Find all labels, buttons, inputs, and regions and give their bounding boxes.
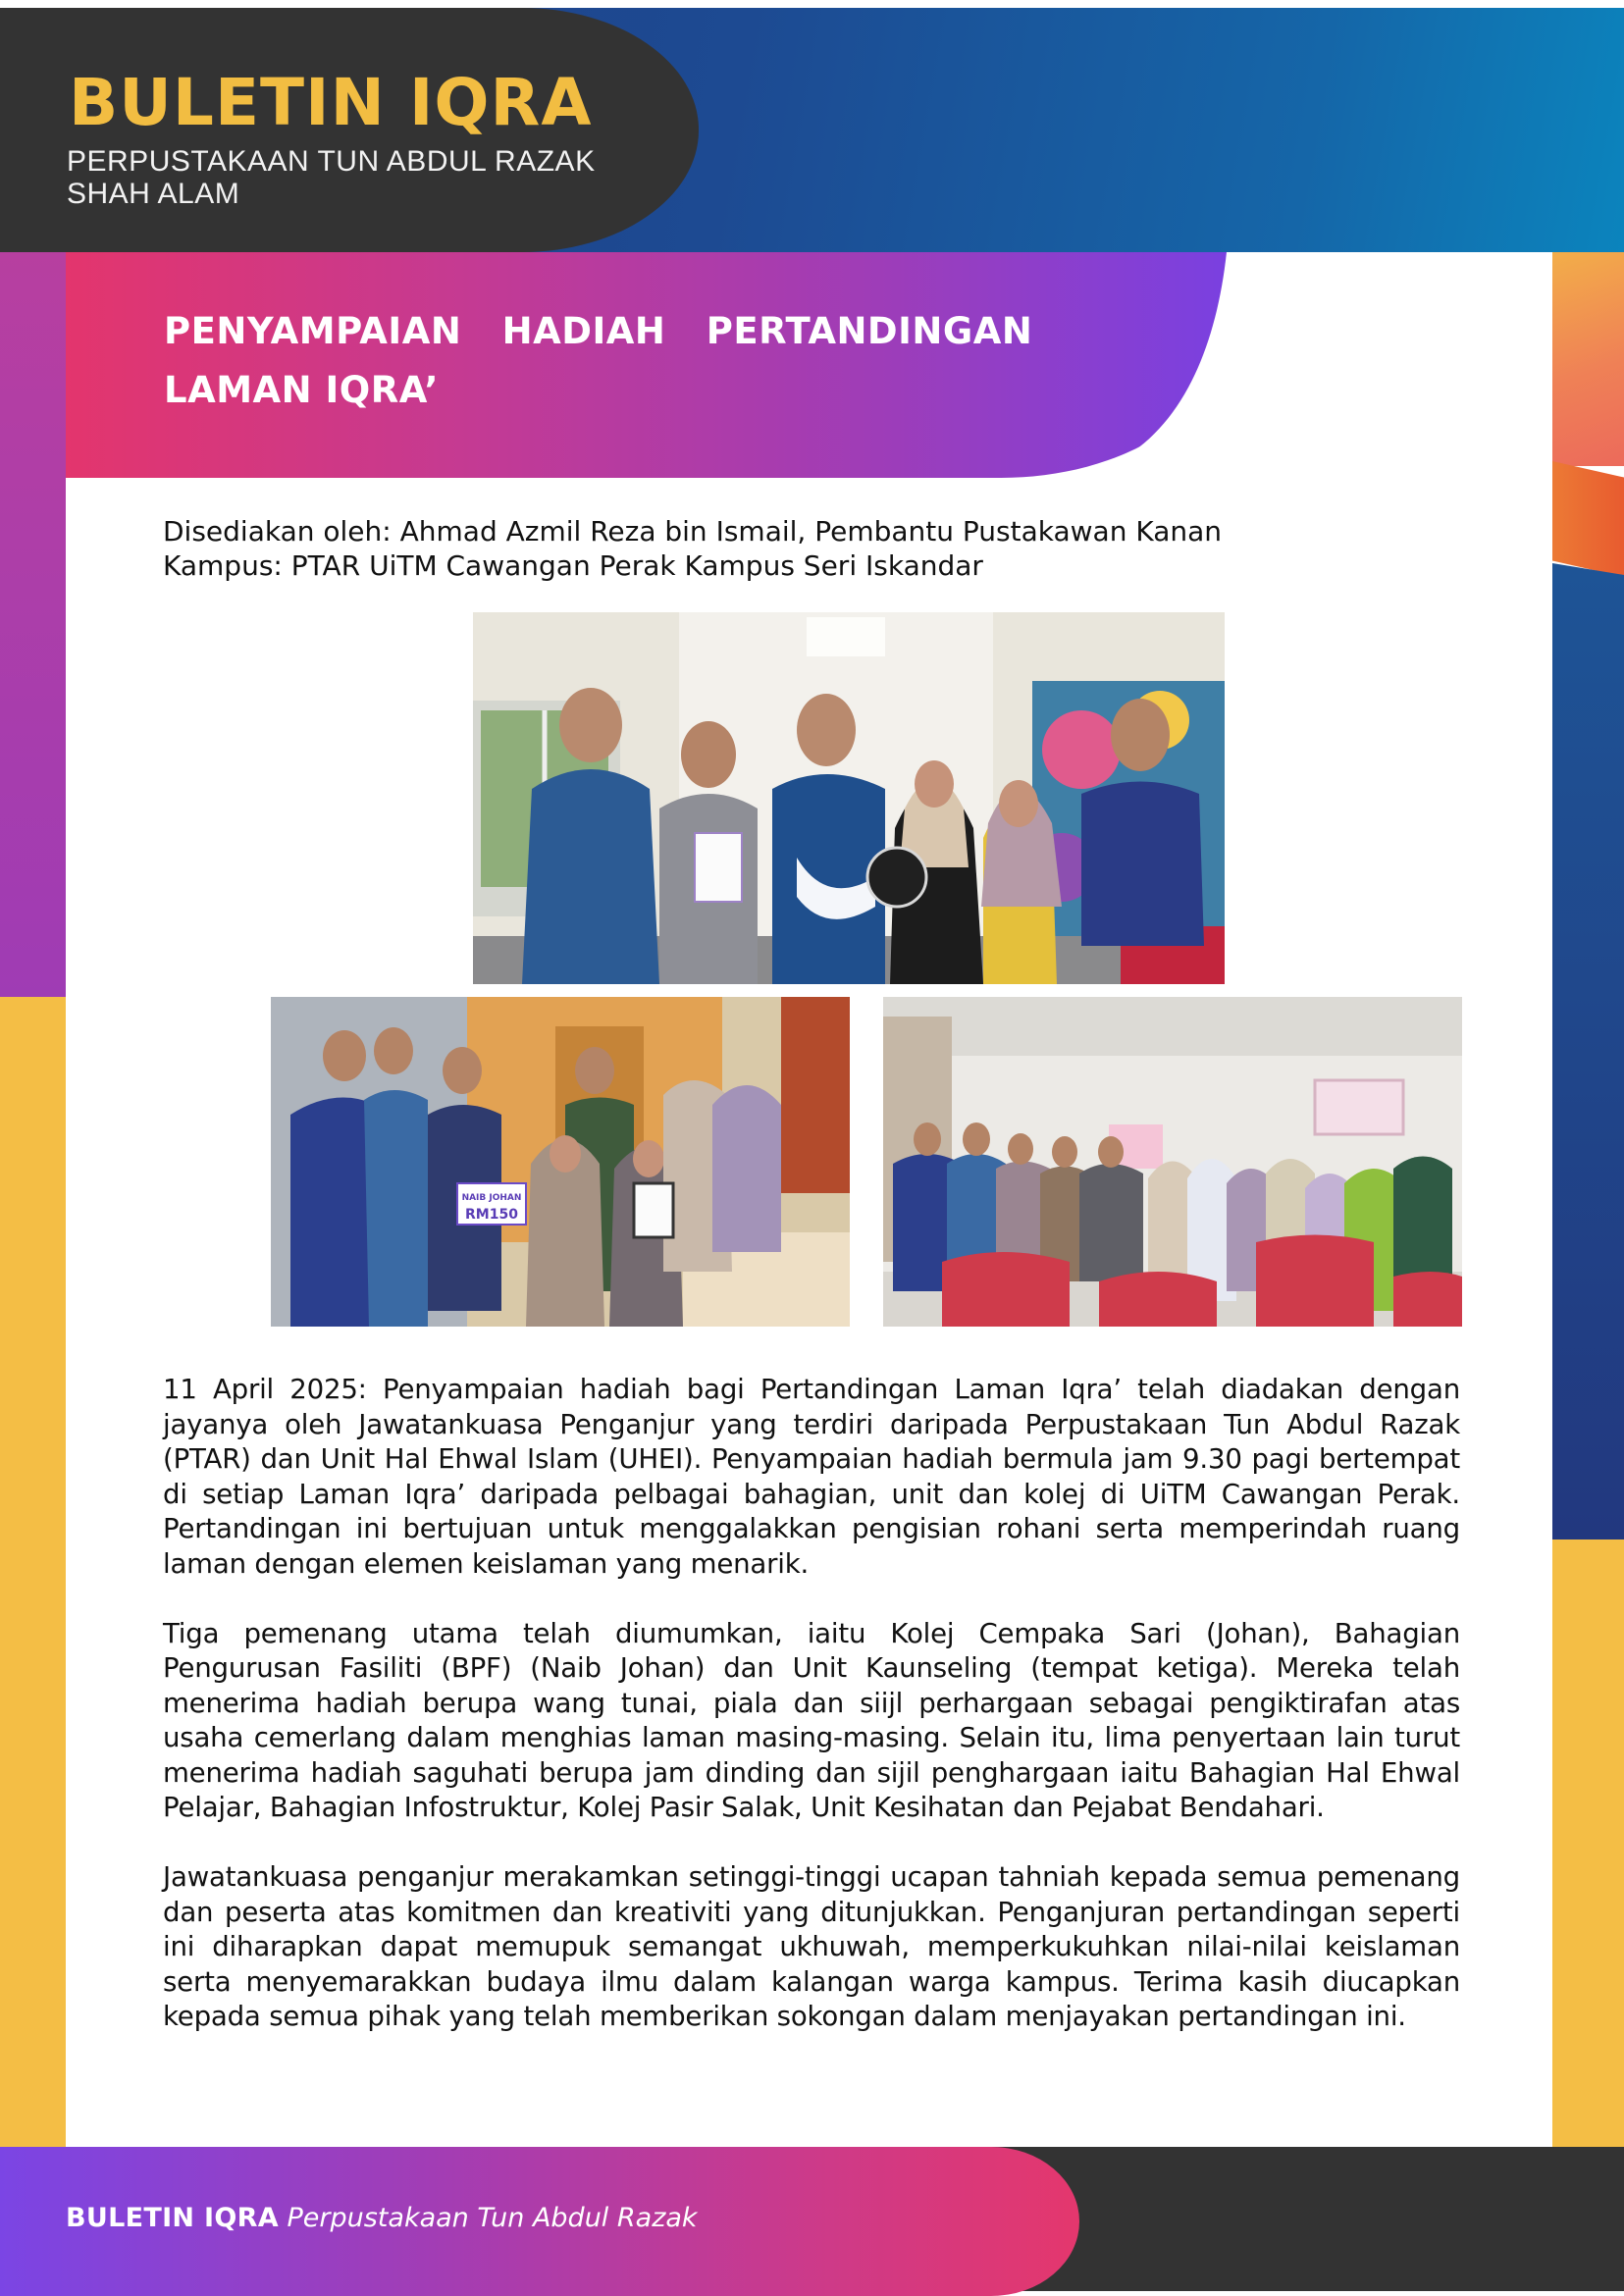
photo-3-illustration bbox=[883, 997, 1462, 1327]
article-paragraph: Jawatankuasa penganjur merakamkan setinggi-tinggi ucapan tahniah kepada semua pemenang dan peserta atas komitmen dan kreativiti yang ditunjukkan. Penganjuran pertandingan seperti ini diharapkan dapat memupuk semangat ukhuwah, memperkukuhkan nilai-nilai keislaman serta menyemarakkan budaya ilmu dalam kalangan warga kampus. Terima kasih diucapkan kepada semua pihak yang telah memberikan sokongan dalam menjayakan pertandingan ini. bbox=[163, 1860, 1460, 2032]
article-title-line1: PENYAMPAIAN HADIAH PERTANDINGAN bbox=[164, 310, 1033, 352]
byline-author: Disediakan oleh: Ahmad Azmil Reza bin Ismail, Pembantu Pustakawan Kanan bbox=[163, 515, 1223, 548]
prize-sign-amount: RM150 bbox=[465, 1207, 518, 1223]
prize-sign-title: NAIB JOHAN bbox=[461, 1193, 522, 1203]
footer-brand: BULETIN IQRA bbox=[66, 2203, 279, 2233]
photo-large-group bbox=[883, 997, 1462, 1327]
brand-subtitle-line1: PERPUSTAKAAN TUN ABDUL RAZAK bbox=[67, 145, 596, 178]
right-decor-strip-blue bbox=[1552, 563, 1624, 1539]
left-decor-strip-purple bbox=[0, 252, 66, 997]
brand-subtitle-line2: SHAH ALAM bbox=[67, 178, 240, 210]
article-body bbox=[163, 1372, 1460, 2068]
footer-org: Perpustakaan Tun Abdul Razak bbox=[287, 2203, 698, 2233]
byline-campus: Kampus: PTAR UiTM Cawangan Perak Kampus Seri Iskandar bbox=[163, 549, 983, 582]
left-decor-strip-yellow bbox=[0, 997, 66, 2147]
article-title-line2: LAMAN IQRA’ bbox=[164, 369, 440, 411]
article-paragraph: Tiga pemenang utama telah diumumkan, iaitu Kolej Cempaka Sari (Johan), Bahagian Pengurusan Fasiliti (BPF) (Naib Johan) dan Unit Kaunseling (tempat ketiga). Mereka telah menerima hadiah berupa wang tunai, piala dan siijl perhargaan sebagai pengiktirafan atas usaha cemerlang dalam menghias laman masing-masing. Selain itu, lima penyertaan lain turut menerima hadiah saguhati berupa jam dinding dan sijil penghargaan iaitu Bahagian Hal Ehwal Pelajar, Bahagian Infostruktur, Kolej Pasir Salak, Unit Kesihatan dan Pejabat Bendahari. bbox=[163, 1616, 1460, 1823]
photo-certificate-presentation bbox=[473, 612, 1225, 984]
photo-naib-johan-group bbox=[271, 997, 850, 1327]
photo-1-illustration bbox=[473, 612, 1225, 984]
footer-credit bbox=[66, 2205, 698, 2231]
article-title-banner bbox=[66, 252, 1227, 478]
photo-2-illustration bbox=[271, 997, 850, 1327]
right-decor-strip-yellow bbox=[1552, 1539, 1624, 2147]
right-decor-strip-gradient bbox=[1552, 252, 1624, 466]
prize-sign bbox=[457, 1183, 526, 1225]
article-paragraph: 11 April 2025: Penyampaian hadiah bagi Pertandingan Laman Iqra’ telah diadakan dengan jayanya oleh Jawatankuasa Penganjur yang terdiri daripada Perpustakaan Tun Abdul Razak (PTAR) dan Unit Hal Ehwal Islam (UHEI). Penyampaian hadiah bermula jam 9.30 pagi bertempat di setiap Laman Iqra’ daripada pelbagai bahagian, unit dan kolej di UiTM Cawangan Perak. Pertandingan ini bertujuan untuk menggalakkan pengisian rohani serta memperindah ruang laman dengan elemen keislaman yang menarik. bbox=[163, 1373, 1460, 1580]
brand-title: BULETIN IQRA bbox=[69, 65, 593, 140]
right-decor-strip-orange bbox=[1552, 461, 1624, 577]
